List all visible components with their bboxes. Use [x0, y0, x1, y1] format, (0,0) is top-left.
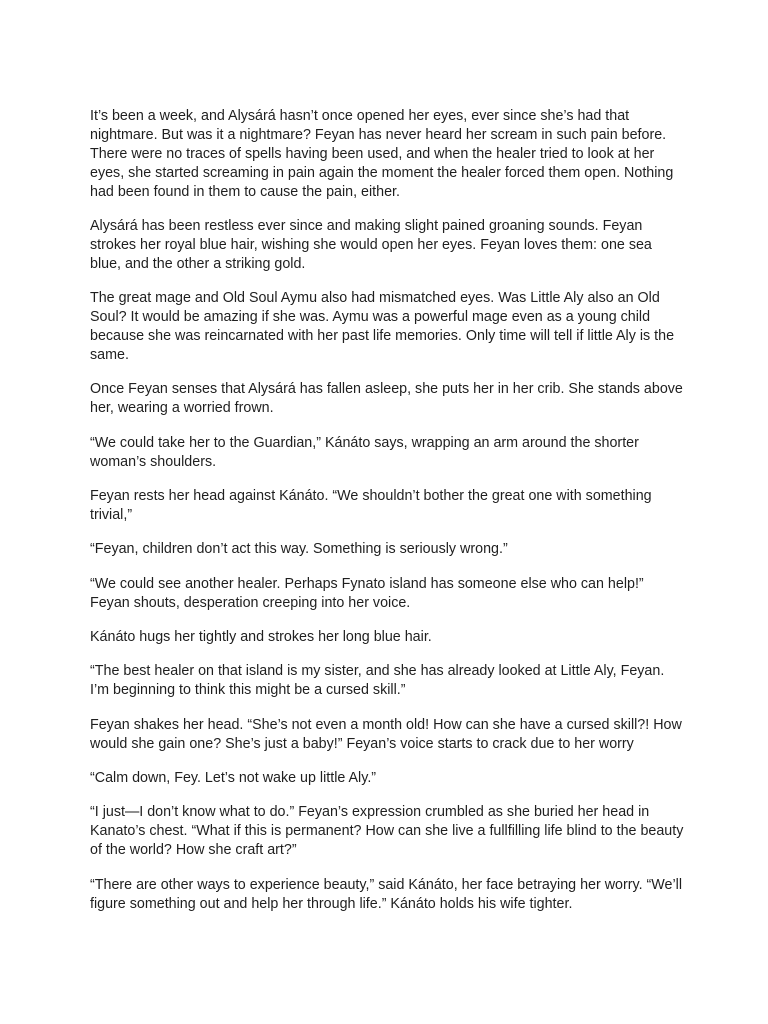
paragraph-12: “Calm down, Fey. Let’s not wake up little Aly.” [90, 770, 377, 787]
paragraph-1: It’s been a week, and Alysárá hasn’t once opened her eyes, ever since she’s had that nightmare. But was it a nightmare? Feyan has never heard her scream in such pain before. There were no traces of spells having been used, and when the healer tried to look at her eyes, she started screaming in pain again the moment the healer forced them open. Nothing had been found in them to cause the pain, either. [90, 108, 674, 200]
paragraph-2: Alysárá has been restless ever since and making slight pained groaning sounds. Feyan strokes her royal blue hair, wishing she would open her eyes. Feyan loves them: one sea blue, and the other a striking gold. [90, 218, 652, 272]
paragraph-8: “We could see another healer. Perhaps Fynato island has someone else who can help!” Feyan shouts, desperation creeping into her voice. [90, 575, 644, 611]
paragraph-11: Feyan shakes her head. “She’s not even a month old! How can she have a cursed skill?! How would she gain one? She’s just a baby!” Feyan’s voice starts to crack due to her worry [90, 716, 682, 752]
paragraph-10: “The best healer on that island is my sister, and she has already looked at Little Aly, Feyan. I’m beginning to think this might be a cursed skill.” [90, 663, 665, 699]
document-page [90, 107, 685, 929]
paragraph-3: The great mage and Old Soul Aymu also had mismatched eyes. Was Little Aly also an Old Soul? It would be amazing if she was. Aymu was a powerful mage even as a young child because she was reincarnated with her past life memories. Only time will tell if little Aly is the same. [90, 290, 675, 363]
paragraph-6: Feyan rests her head against Kánáto. “We shouldn’t bother the great one with something trivial,” [90, 488, 652, 523]
paragraph-5: “We could take her to the Guardian,” Kánáto says, wrapping an arm around the shorter woman’s shoulders. [90, 434, 639, 470]
paragraph-14: “There are other ways to experience beauty,” said Kánáto, her face betraying her worry. “We’ll figure something out and help her through life.” Kánáto holds his wife tighter. [90, 876, 683, 912]
paragraph-4: Once Feyan senses that Alysárá has fallen asleep, she puts her in her crib. She stands above her, wearing a worried frown. [90, 381, 683, 417]
paragraph-9: Kánáto hugs her tightly and strokes her long blue hair. [90, 629, 432, 646]
paragraph-7: “Feyan, children don’t act this way. Something is seriously wrong.” [90, 541, 508, 558]
paragraph-13: “I just—I don’t know what to do.” Feyan’s expression crumbled as she buried her head in Kanato’s chest. “What if this is permanent? How can she live a fullfilling life blind to the beauty of the world? How she craft art?” [90, 804, 684, 859]
